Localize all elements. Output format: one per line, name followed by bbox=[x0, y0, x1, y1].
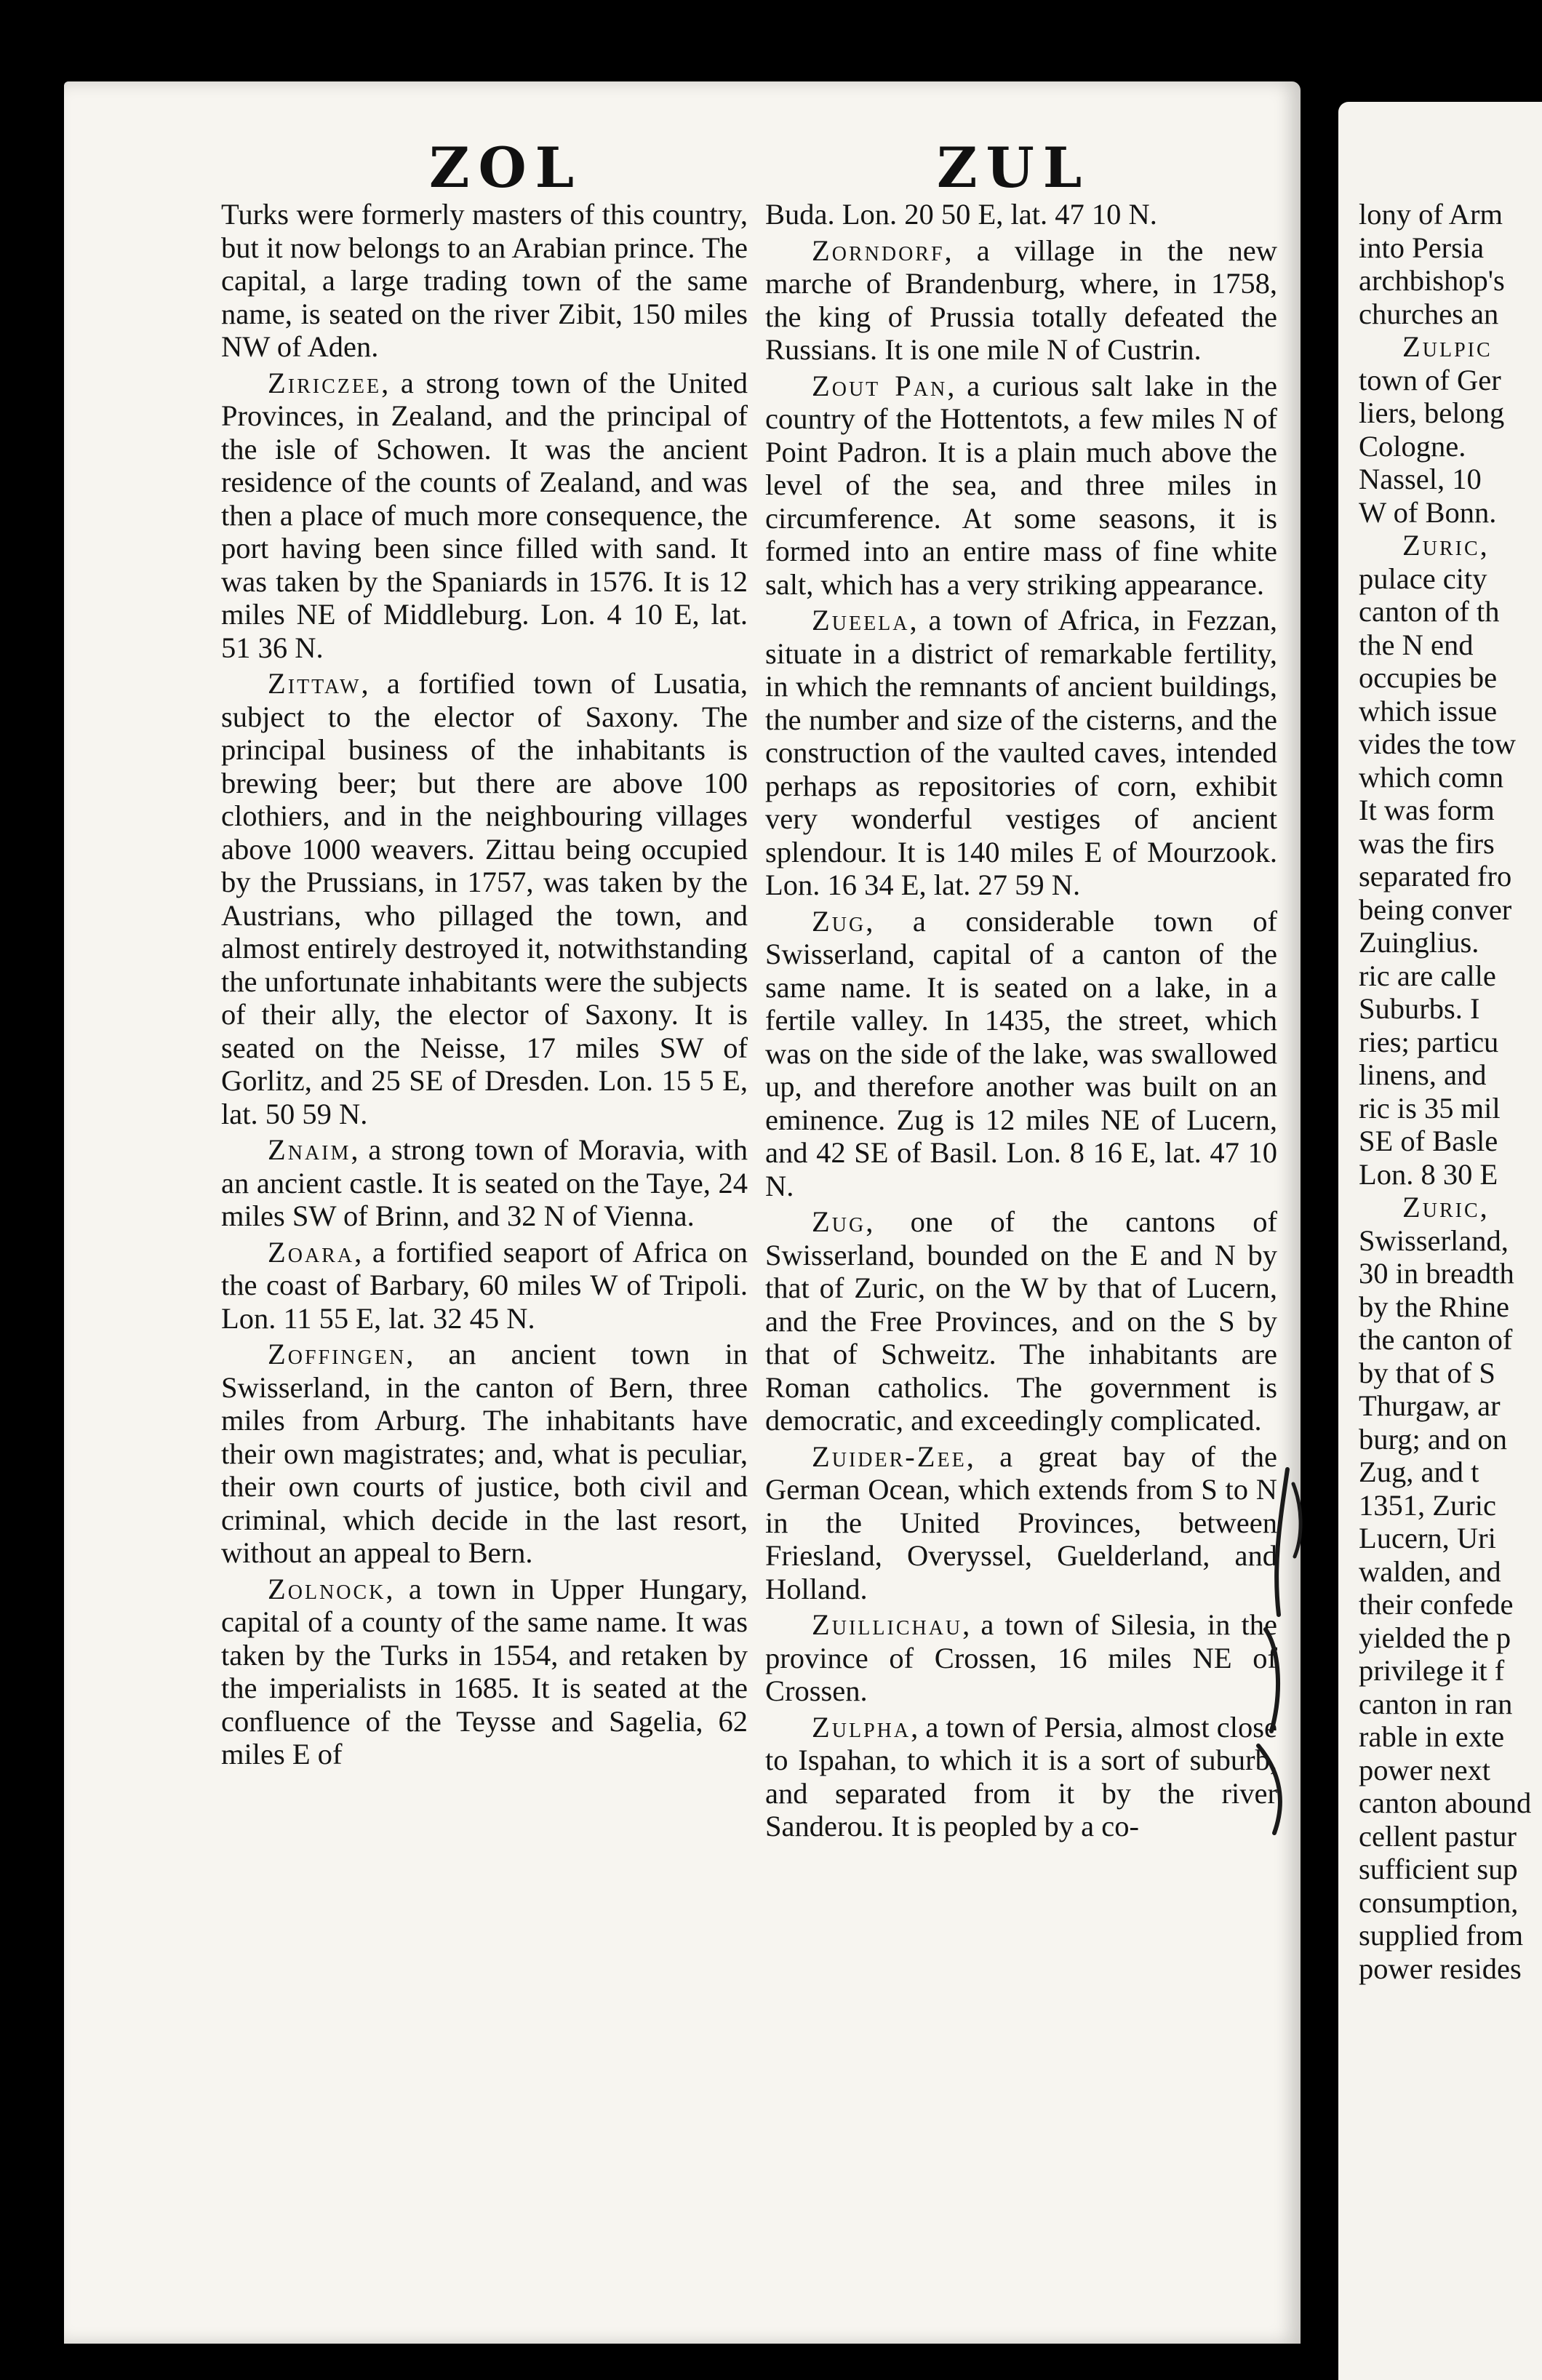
entry-headword: Znaim bbox=[268, 1133, 351, 1166]
column-1-entry bbox=[221, 1133, 748, 1233]
column-3-line: ric is 35 mil bbox=[1359, 1091, 1501, 1125]
column-3-line: vides the tow bbox=[1359, 727, 1516, 760]
column-3-line: canton of th bbox=[1359, 595, 1500, 628]
column-3-line: linens, and bbox=[1359, 1058, 1487, 1091]
text-column-3-fragment bbox=[1359, 198, 1542, 1985]
column-3-line: occupies be bbox=[1359, 661, 1498, 694]
book-gutter bbox=[1302, 29, 1338, 2380]
entry-text: , a strong town of Moravia, with an ancient castle. It is seated on the Taye, 24 miles SW of Brinn, and 32 N of Vienna. bbox=[221, 1133, 748, 1232]
column-1-entry bbox=[221, 1236, 748, 1335]
entry-text: , one of the cantons of Swisserland, bounded on the E and N by that of Zuric, on the W by that of Lucern, and the Free Provinces, and on the S by that of Schweitz. The inhabitants are Roman catholics. The government is democratic, and exceedingly complicated. bbox=[765, 1205, 1277, 1437]
entry-headword: Zolnock bbox=[268, 1572, 386, 1605]
column-3-line: pulace city bbox=[1359, 562, 1487, 595]
column-3-line: by the Rhine bbox=[1359, 1290, 1509, 1323]
entry-text: Turks were formerly masters of this country, but it now belongs to an Arabian prince. The capital, a large trading town of the same name, is seated on the river Zibit, 150 miles NW of Aden. bbox=[221, 198, 748, 363]
entry-headword: Zueela bbox=[812, 604, 910, 636]
entry-text: , a village in the new marche of Brandenburg, where, in 1758, the king of Prussia totally defeated the Russians. It is one mile N of Custrin. bbox=[765, 233, 1277, 366]
column-3-line: sufficient sup bbox=[1359, 1853, 1518, 1885]
column-1-entry bbox=[221, 367, 748, 665]
entry-headword: Zug bbox=[812, 904, 866, 938]
entry-text: , a fortified seaport of Africa on the coast of Barbary, 60 miles W of Tripoli. Lon. 11 55 E, lat. 32 45 N. bbox=[221, 1235, 748, 1335]
column-3-line: lony of Arm bbox=[1359, 198, 1503, 231]
column-3-line: Zug, and t bbox=[1359, 1455, 1479, 1488]
entry-headword: Zug bbox=[812, 1205, 866, 1238]
entry-headword: Zuider-Zee bbox=[812, 1439, 967, 1473]
column-3-line: burg; and on bbox=[1359, 1422, 1507, 1455]
column-3-line: which comn bbox=[1359, 760, 1504, 794]
column-2-entry bbox=[765, 905, 1277, 1203]
column-3-line: which issue bbox=[1359, 694, 1498, 727]
entry-text: , a town of Africa, in Fezzan, situate in a district of remarkable fertility, in which the remnants of ancient buildings, the number and size of the cisterns, and the construction of the vaulted caves, intended perhaps as repositories of corn, exhibit very wonderful vestiges of ancient splendour. It is 140 miles E of Mourzook. Lon. 16 34 E, lat. 27 59 N. bbox=[765, 604, 1277, 901]
column-2-entry bbox=[765, 198, 1277, 231]
handwritten-annotation bbox=[1237, 1455, 1324, 1848]
column-1-entry bbox=[221, 1573, 748, 1771]
entry-headword: Zoffingen bbox=[268, 1338, 407, 1370]
column-3-line: town of Ger bbox=[1359, 363, 1501, 396]
column-3-line: by that of S bbox=[1359, 1356, 1495, 1389]
column-3-line: ries; particu bbox=[1359, 1025, 1499, 1058]
column-1-entry bbox=[221, 198, 748, 364]
column-3-line: power resides bbox=[1359, 1952, 1522, 1985]
column-3-line: 30 in breadth bbox=[1359, 1257, 1514, 1290]
column-3-line: Swisserland, bbox=[1359, 1223, 1509, 1257]
column-3-line: privilege it f bbox=[1359, 1654, 1505, 1687]
column-3-line: was the firs bbox=[1359, 826, 1495, 860]
running-head-left: ZOL bbox=[429, 135, 583, 200]
column-3-line: the canton of bbox=[1359, 1323, 1513, 1356]
column-3-line: walden, and bbox=[1359, 1554, 1501, 1588]
entry-text: , a town in Upper Hungary, capital of a county of the same name. It was taken by the Turks in 1554, and retaken by the imperialists in 1685. It is seated at the confluence of the Teysse and Sagelia, 62 miles E of bbox=[221, 1572, 748, 1770]
column-3-line: Zulpic bbox=[1402, 330, 1493, 363]
column-2-entry bbox=[765, 370, 1277, 602]
column-3-line: SE of Basle bbox=[1359, 1125, 1498, 1157]
column-3-line: rable in exte bbox=[1359, 1720, 1505, 1753]
column-1-entry bbox=[221, 1338, 748, 1570]
column-1-entry bbox=[221, 667, 748, 1130]
entry-headword: Zoara bbox=[268, 1235, 355, 1269]
column-2-entry bbox=[765, 234, 1277, 367]
column-3-line: Lucern, Uri bbox=[1359, 1522, 1496, 1554]
column-3-line: Zuinglius. bbox=[1359, 926, 1479, 959]
column-3-line: ric are calle bbox=[1359, 959, 1496, 992]
column-3-line: churches an bbox=[1359, 297, 1499, 330]
column-3-line: supplied from bbox=[1359, 1919, 1524, 1952]
running-head-right: ZUL bbox=[937, 135, 1091, 200]
column-3-line: Nassel, 10 bbox=[1359, 463, 1482, 495]
column-3-line: Thurgaw, ar bbox=[1359, 1389, 1501, 1422]
entry-text: , a town of Persia, almost close to Ispahan, to which it is a sort of suburb, and separated from it by the river Sanderou. It is peopled by a co- bbox=[765, 1710, 1277, 1842]
column-3-line: Cologne. bbox=[1359, 429, 1466, 463]
column-3-line: archbishop's bbox=[1359, 264, 1505, 297]
column-3-line: cellent pastur bbox=[1359, 1819, 1517, 1853]
column-3-line: 1351, Zuric bbox=[1359, 1488, 1496, 1522]
column-3-line: the N end bbox=[1359, 628, 1474, 661]
entry-headword: Zorndorf bbox=[812, 233, 945, 267]
entry-headword: Zittaw bbox=[268, 667, 361, 700]
column-2-entry bbox=[765, 1711, 1277, 1843]
column-2-entry bbox=[765, 1608, 1277, 1708]
column-3-line: separated fro bbox=[1359, 860, 1512, 892]
entry-headword: Zulpha bbox=[812, 1710, 911, 1744]
entry-text: , a fortified town of Lusatia, subject to the elector of Saxony. The principal business of the inhabitants is brewing beer; but there are above 100 clothiers, and in the neighbouring villages above 1000 weavers. Zittau being occupied by the Prussians, in 1757, was taken by the Austrians, who pillaged the town, and almost entirely destroyed it, notwithstanding the unfortunate inhabitants were the subjects of their ally, the elector of Saxony. It is seated on the Neisse, 17 miles SW of Gorlitz, and 25 SE of Dresden. Lon. 15 5 E, lat. 50 59 N. bbox=[221, 667, 748, 1130]
column-3-line: Zuric, bbox=[1402, 1191, 1490, 1223]
column-3-line: Zuric, bbox=[1402, 529, 1490, 562]
column-2-entry bbox=[765, 1205, 1277, 1437]
entry-headword: Zuillichau bbox=[812, 1608, 963, 1641]
column-3-line: consumption, bbox=[1359, 1885, 1519, 1919]
column-3-line: Suburbs. I bbox=[1359, 992, 1480, 1025]
text-column-2 bbox=[765, 198, 1277, 1846]
column-3-line: into Persia bbox=[1359, 231, 1485, 264]
entry-text: , a curious salt lake in the country of the Hottentots, a few miles N of Point Padron. It is a plain much above the level of the sea, and three miles in circumference. At some seasons, it is formed into an entire mass of fine white salt, which has a very striking appearance. bbox=[765, 369, 1277, 601]
entry-headword: Zout Pan bbox=[812, 369, 948, 402]
column-3-line: yielded the p bbox=[1359, 1621, 1511, 1654]
entry-text: Buda. Lon. 20 50 E, lat. 47 10 N. bbox=[765, 198, 1157, 231]
column-3-line: liers, belong bbox=[1359, 396, 1505, 429]
column-3-line: their confede bbox=[1359, 1588, 1514, 1621]
entry-text: , an ancient town in Swisserland, in the canton of Bern, three miles from Arburg. The inhabitants have their own magistrates; and, what is peculiar, their own courts of justice, both civil and criminal, which decide in the last resort, without an appeal to Bern. bbox=[221, 1338, 748, 1569]
entry-text: , a strong town of the United Provinces, in Zealand, and the principal of the isle of Schowen. It was the ancient residence of the counts of Zealand, and was then a place of much more consequence, the port having been since filled with sand. It was taken by the Spaniards in 1576. It is 12 miles NE of Middleburg. Lon. 4 10 E, lat. 51 36 N. bbox=[221, 366, 748, 664]
column-3-line: It was form bbox=[1359, 794, 1495, 826]
column-2-entry bbox=[765, 1440, 1277, 1606]
column-3-line: canton abound bbox=[1359, 1786, 1532, 1819]
column-3-line: W of Bonn. bbox=[1359, 495, 1497, 529]
column-3-line: Lon. 8 30 E bbox=[1359, 1157, 1498, 1191]
text-column-1 bbox=[221, 198, 748, 1774]
column-3-line: canton in ran bbox=[1359, 1687, 1513, 1720]
column-3-line: being conver bbox=[1359, 892, 1512, 926]
entry-text: , a considerable town of Swisserland, capital of a canton of the same name. It is seated on a lake, in a fertile valley. In 1435, the street, which was on the side of the lake, was swallowed up, and therefore another was built on an eminence. Zug is 12 miles NE of Lucern, and 42 SE of Basil. Lon. 8 16 E, lat. 47 10 N. bbox=[765, 904, 1277, 1202]
entry-text: , a great bay of the German Ocean, which extends from S to N in the United Provinces, between Friesland, Overyssel, Guelderland, and Holland. bbox=[765, 1439, 1277, 1605]
entry-text: , a town of Silesia, in the province of Crossen, 16 miles NE of Crossen. bbox=[765, 1608, 1277, 1707]
entry-headword: Ziriczee bbox=[268, 366, 382, 399]
column-2-entry bbox=[765, 604, 1277, 902]
column-3-line: power next bbox=[1359, 1753, 1491, 1786]
